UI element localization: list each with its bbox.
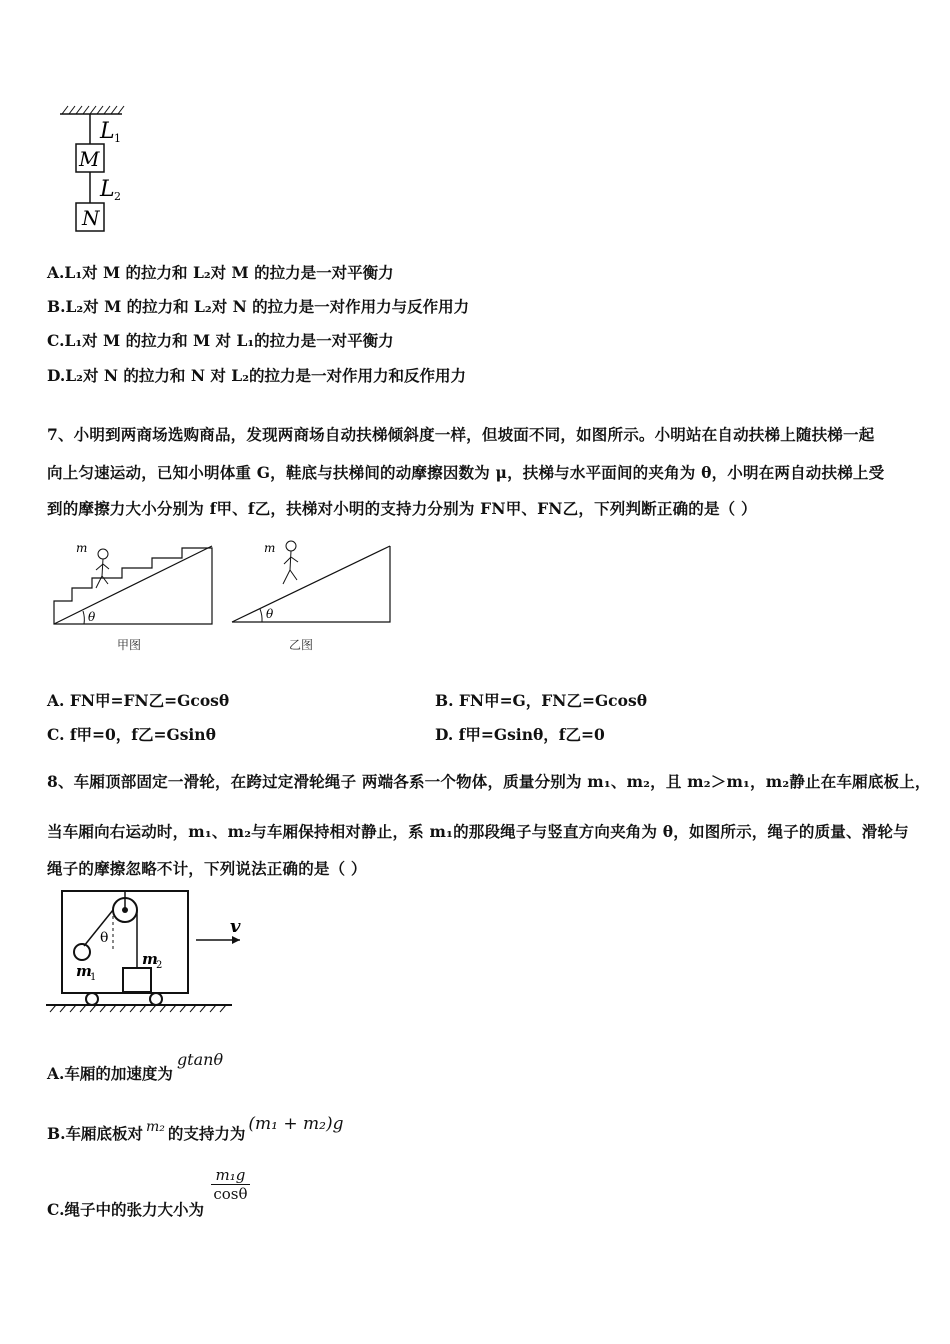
label-m2: m	[142, 950, 158, 968]
q8-option-b-text2: 的支持力为	[167, 1124, 246, 1143]
label-l2-sub: 2	[114, 190, 121, 203]
label-l1: L	[100, 119, 115, 144]
q8-stem-line1: 8、车厢顶部固定一滑轮，在跨过定滑轮绳子 两端各系一个物体，质量分别为 m₁、m₂，且 m₂＞m₁，m₂静止在车厢底板上，	[47, 772, 931, 791]
escalator-stairs-figure	[52, 536, 222, 626]
label-m1: m	[76, 962, 92, 980]
q8-stem-line3: 绳子的摩擦忽略不计，下列说法正确的是（ ）	[47, 859, 367, 878]
q8-option-b-text: B.车厢底板对	[47, 1124, 143, 1143]
q7-option-b[interactable]: B. FN甲=G，FN乙=Gcosθ	[435, 691, 648, 710]
q6-option-c[interactable]: C.L₁对 M 的拉力和 M 对 L₁的拉力是一对平衡力	[47, 331, 394, 350]
q8-option-c-numerator: m₁g	[211, 1166, 249, 1185]
q8-option-a-text: A.车厢的加速度为	[47, 1064, 173, 1083]
q7-stem-line2: 向上匀速运动，已知小明体重 G，鞋底与扶梯间的动摩擦因数为 μ，扶梯与水平面间的夹角为 θ，小明在两自动扶梯上受	[47, 463, 885, 482]
q7-option-d[interactable]: D. f甲=Gsinθ，f乙=0	[435, 725, 605, 744]
label-l2: L	[100, 177, 115, 202]
q8-option-c-denominator: cosθ	[213, 1185, 248, 1203]
label-l1-sub: 1	[114, 132, 121, 145]
q8-option-c-fraction	[211, 1166, 249, 1203]
hanging-masses-figure	[50, 98, 170, 238]
q8-option-b[interactable]	[47, 1114, 344, 1144]
escalator-ramp-figure	[230, 536, 400, 626]
label-n: N	[82, 206, 100, 230]
pulley-theta: θ	[100, 930, 109, 946]
stairs-angle: θ	[88, 610, 96, 624]
q7-option-a[interactable]: A. FN甲=FN乙=Gcosθ	[47, 691, 230, 710]
q6-option-b[interactable]: B.L₂对 M 的拉力和 L₂对 N 的拉力是一对作用力与反作用力	[47, 297, 470, 316]
q8-option-c[interactable]	[47, 1166, 250, 1219]
q7-option-c[interactable]: C. f甲=0，f乙=Gsinθ	[47, 725, 216, 744]
label-m1-sub: 1	[90, 972, 97, 983]
q7-stem-line3: 到的摩擦力大小分别为 f甲、f乙，扶梯对小明的支持力分别为 FN甲、FN乙，下列判断正确的是（ ）	[47, 499, 757, 518]
q8-option-c-text: C.绳子中的张力大小为	[47, 1199, 204, 1219]
stairs-mass: m	[76, 541, 88, 555]
q8-stem-line2: 当车厢向右运动时，m₁、m₂与车厢保持相对静止，系 m₁的那段绳子与竖直方向夹角为 θ，如图所示，绳子的质量、滑轮与	[47, 822, 909, 841]
right-figure-caption: 乙图	[289, 638, 314, 652]
left-figure-caption: 甲图	[117, 638, 142, 652]
ramp-angle: θ	[266, 607, 274, 621]
q8-option-a-math: gtanθ	[176, 1050, 224, 1069]
label-m: M	[79, 147, 100, 171]
q6-option-d[interactable]: D.L₂对 N 的拉力和 N 对 L₂的拉力是一对作用力和反作用力	[47, 366, 466, 385]
q8-option-b-math1: m₂	[146, 1119, 165, 1135]
q8-option-b-math2: (m₁ + m₂)g	[248, 1114, 344, 1134]
q7-stem-line1: 7、小明到两商场选购商品，发现两商场自动扶梯倾斜度一样，但坡面不同，如图所示。小明站在自动扶梯上随扶梯一起	[47, 425, 875, 444]
q8-option-a[interactable]	[47, 1050, 224, 1084]
label-velocity: v	[230, 916, 241, 937]
label-m2-sub: 2	[156, 960, 163, 971]
train-car-pulley-figure	[46, 888, 246, 1018]
ramp-mass: m	[264, 541, 276, 555]
q6-option-a[interactable]: A.L₁对 M 的拉力和 L₂对 M 的拉力是一对平衡力	[47, 263, 394, 282]
